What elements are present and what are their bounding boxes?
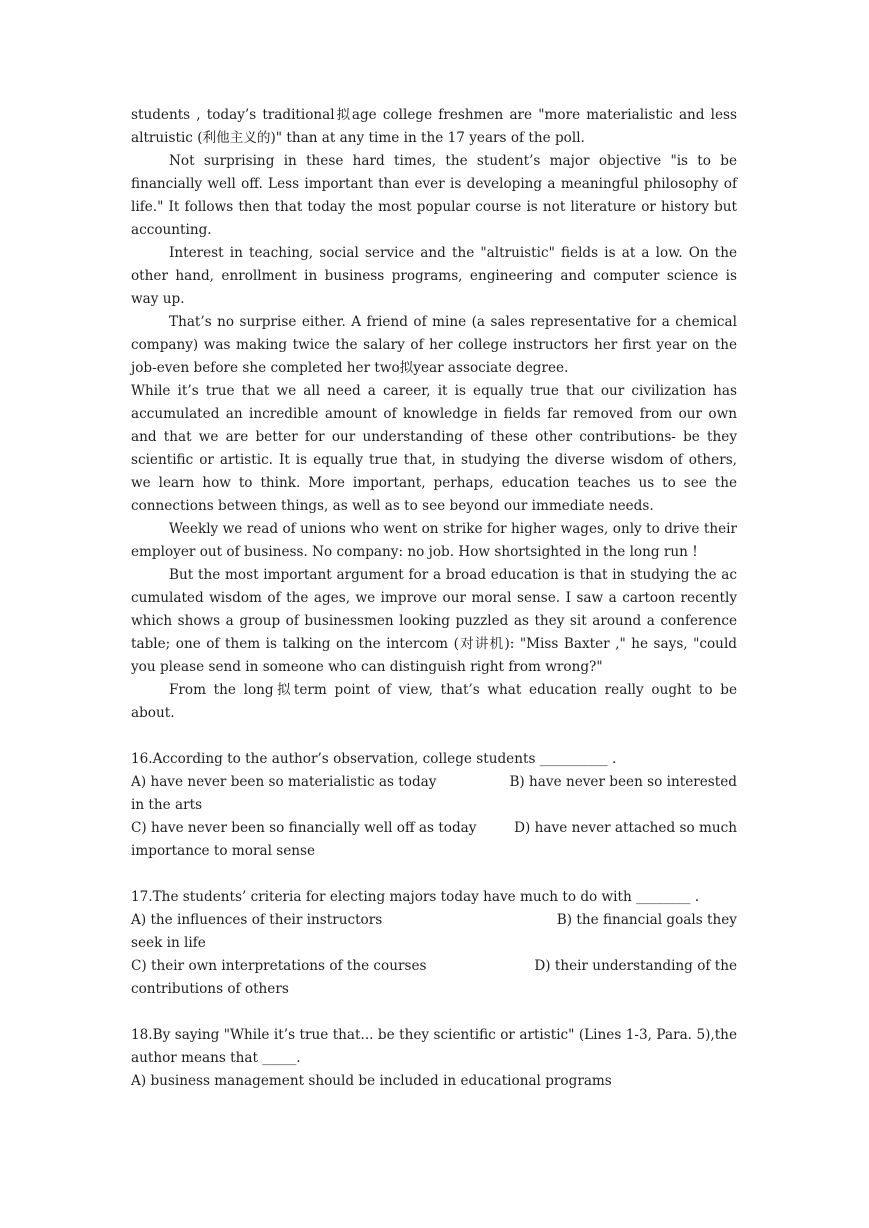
option-d-continuation: importance to moral sense (131, 843, 316, 859)
option-b-continuation: seek in life (131, 935, 206, 951)
options-row-cd (131, 817, 737, 840)
passage-paragraph-3: Interest in teaching, social service and the "altruistic" fields is at a low. On the other hand, enrollment in business programs, engineering and computer science is way up. (131, 245, 737, 307)
question-stem: 18.By saying "While it’s true that... be they scientific or artistic" (Lines 1-3, Para. 5),the author means that _____. (131, 1027, 737, 1066)
passage-paragraph-8: From the long拟term point of view, that’s what education really ought to be about. (131, 682, 737, 721)
passage-paragraph-5: While it’s true that we all need a career, it is equally true that our civilization has accumulated an incredible amount of knowledge in fields far removed from our own and that we are better for our understanding of these other contributions- be they scientific or artistic. It is equally true that, in studying the diverse wisdom of others, we learn how to think. More important, perhaps, education teaches us to see the connections between things, as well as to see beyond our immediate needs. (131, 383, 737, 514)
question-17 (131, 886, 737, 1001)
spacer (131, 1001, 737, 1024)
option-d: D) have never attached so much (514, 820, 737, 836)
option-a: A) business management should be included in educational programs (131, 1073, 612, 1089)
option-a: A) have never been so materialistic as today (131, 774, 437, 790)
option-b: B) the financial goals they (556, 912, 737, 928)
question-stem: 16.According to the author’s observation, college students __________ . (131, 751, 617, 767)
passage-paragraph-1: students , today’s traditional拟age college freshmen are "more materialistic and less altruistic (利他主义的)" than at any time in the 17 years of the poll. (131, 107, 737, 146)
question-16 (131, 748, 737, 863)
option-c: C) their own interpretations of the courses (131, 958, 427, 974)
option-c: C) have never been so financially well off as today (131, 820, 477, 836)
passage-paragraph-7: But the most important argument for a broad education is that in studying the ac cumulated wisdom of the ages, we improve our moral sense. I saw a cartoon recently which shows a group of businessmen looking puzzled as they sit around a conference table; one of them is talking on the intercom (对讲机): "Miss Baxter ," he says, "could you please send in someone who can distinguish right from wrong?" (131, 567, 737, 675)
spacer (131, 863, 737, 886)
document-page (131, 104, 737, 1093)
options-row-ab (131, 771, 737, 794)
spacer (131, 725, 737, 748)
passage-paragraph-6: Weekly we read of unions who went on strike for higher wages, only to drive their employer out of business. No company: no job. How shortsighted in the long run ! (131, 521, 737, 560)
option-a: A) the influences of their instructors (131, 912, 383, 928)
option-d-continuation: contributions of others (131, 981, 289, 997)
passage-paragraph-2: Not surprising in these hard times, the student’s major objective "is to be financially well off. Less important than ever is developing a meaningful philosophy of life." It follows then that today the most popular course is not literature or history but accounting. (131, 153, 737, 238)
options-row-cd (131, 955, 737, 978)
option-d: D) their understanding of the (534, 958, 737, 974)
question-18 (131, 1024, 737, 1093)
option-b-continuation: in the arts (131, 797, 203, 813)
option-b: B) have never been so interested (509, 774, 737, 790)
passage-paragraph-4: That’s no surprise either. A friend of mine (a sales representative for a chemical company) was making twice the salary of her college instructors her first year on the job-even before she completed her two拟year associate degree. (131, 314, 737, 376)
options-row-ab (131, 909, 737, 932)
question-stem: 17.The students’ criteria for electing majors today have much to do with ________ . (131, 889, 700, 905)
